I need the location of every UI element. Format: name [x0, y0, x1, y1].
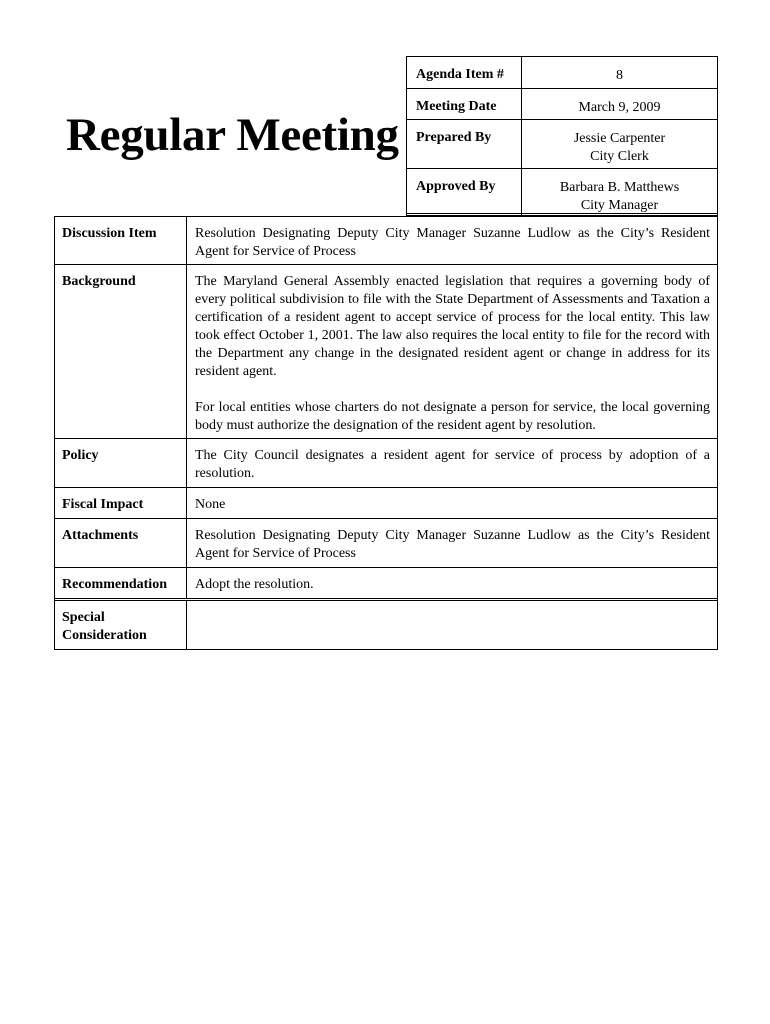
- meeting-date-row: [407, 89, 717, 120]
- background-label: Background: [55, 265, 187, 438]
- prepared-by-title: City Clerk: [590, 149, 649, 164]
- attachments-text: Resolution Designating Deputy City Manager Suzanne Ludlow as the City’s Resident Agent for Service of Process: [195, 528, 710, 561]
- prepared-by-value: [522, 120, 717, 168]
- prepared-by-row: [407, 120, 717, 169]
- background-paragraph-2: For local entities whose charters do not designate a person for service, the local governing body must authorize the designation of the resident agent by resolution.: [195, 400, 710, 433]
- approved-by-value: [522, 169, 717, 217]
- agenda-item-label: Agenda Item #: [407, 57, 522, 88]
- approved-by-row: [407, 169, 717, 217]
- agenda-table: [54, 216, 718, 650]
- meeting-date-label: Meeting Date: [407, 89, 522, 119]
- agenda-item-value: 8: [616, 68, 623, 83]
- approved-by-name: Barbara B. Matthews: [559, 180, 680, 195]
- attachments-row: [55, 518, 717, 567]
- special-consideration-text: [187, 601, 717, 649]
- prepared-by-name: Jessie Carpenter: [573, 131, 666, 146]
- discussion-label: Discussion Item: [55, 217, 187, 264]
- fiscal-impact-text: None: [195, 497, 226, 512]
- background-text: [187, 265, 717, 438]
- recommendation-row: [55, 567, 717, 598]
- policy-text: The City Council designates a resident agent for service of process by adoption of a resolution.: [195, 448, 710, 481]
- approved-by-label: Approved By: [407, 169, 522, 217]
- page-title: Regular Meeting: [66, 109, 399, 161]
- approved-by-title: City Manager: [580, 198, 659, 213]
- discussion-text: Resolution Designating Deputy City Manager Suzanne Ludlow as the City’s Resident Agent for Service of Process: [195, 226, 710, 259]
- prepared-by-label: Prepared By: [407, 120, 522, 168]
- agenda-item-row: [407, 57, 717, 89]
- discussion-row: [55, 216, 717, 264]
- special-consideration-row: [55, 598, 717, 650]
- meeting-date-value: March 9, 2009: [578, 100, 661, 115]
- header-table: [406, 56, 718, 217]
- attachments-label: Attachments: [55, 519, 187, 567]
- background-row: [55, 264, 717, 438]
- recommendation-label: Recommendation: [55, 568, 187, 598]
- recommendation-text: Adopt the resolution.: [195, 577, 314, 592]
- fiscal-impact-row: [55, 487, 717, 518]
- policy-label: Policy: [55, 439, 187, 487]
- background-paragraph-1: The Maryland General Assembly enacted legislation that requires a governing body of every political subdivision to file with the State Department of Assessments and Taxation a certification of a resident agent to accept service of process for the local entity. This law took effect October 1, 2001. The law also requires the local entity to file for the record with the Department any change in the designated resident agent or change in address for its resident agent.: [195, 274, 710, 379]
- fiscal-impact-label: Fiscal Impact: [55, 488, 187, 518]
- special-consideration-label: Special Consideration: [55, 601, 187, 649]
- policy-row: [55, 438, 717, 487]
